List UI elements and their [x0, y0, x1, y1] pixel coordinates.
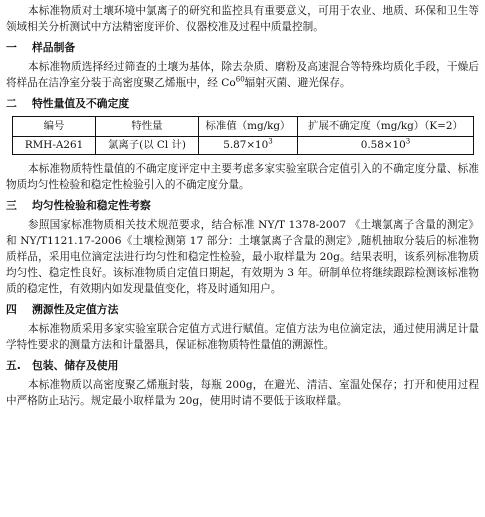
section-title: 均匀性检验和稳定性考察: [32, 199, 151, 212]
column-header-value: 标准值（mg/kg）: [199, 117, 298, 137]
value-mantissa: 5.87×10: [223, 139, 269, 151]
property-value-table: [12, 116, 474, 155]
uncertainty-paragraph: 本标准物质特性量值的不确定度评定中主要考虑多家实验室联合定值引入的不确定度分量、标准物质均匀性检验和稳定性检验引入的不确定度分量。: [6, 163, 479, 191]
section-heading-preparation: [6, 40, 479, 56]
section-number: 二: [6, 97, 17, 110]
cell-uncertainty: [298, 137, 474, 155]
section-heading-traceability: [6, 302, 479, 318]
traceability-paragraph: 本标准物质采用多家实验室联合定值方式进行赋值。定值方法为电位滴定法，通过使用满足计量学特性要求的测量方法和计量器具，保证标准物质特性量值的溯源性。: [6, 323, 479, 351]
table-header-row: [13, 117, 474, 137]
homogeneity-paragraph: 参照国家标准物质相关技术规范要求，结合标准 NY/T 1378-2007 《土壤氯离子含量的测定》和 NY/T1121.17-2006《土壤检测第 17 部分：土壤氯离子含量的测定》,随机抽取分装后的标准物质样品，采用电位滴定法进行均匀性和稳定性检验，最小取样量为 20g。结果表明，该系列标准物质均匀性、稳定性良好。该标准物质自定值日期起，有效期为 3 年。研制单位将继续跟踪检测该标准物质的稳定性，有效期内如发现量值变化，将及时通知用户。: [6, 219, 479, 295]
preparation-text-end: 辐射灭菌、避光保存。: [244, 77, 351, 89]
section-number: 五.: [6, 359, 21, 372]
uncertainty-mantissa: 0.58×10: [360, 139, 406, 151]
section-heading-packaging: [6, 358, 479, 374]
section-title: 特性量值及不确定度: [32, 97, 130, 110]
value-exponent: 3: [268, 137, 273, 146]
packaging-paragraph: 本标准物质以高密度聚乙烯瓶封装，每瓶 200g，在避光、清洁、室温处保存；打开和使用过程中严格防止玷污。规定最小取样量为 20g，使用时请不要低于该取样量。: [6, 379, 479, 407]
column-header-code: 编号: [13, 117, 96, 137]
section-heading-homogeneity: [6, 198, 479, 214]
cell-value: [199, 137, 298, 155]
column-header-uncertainty: 扩展不确定度（mg/kg）（K=2）: [298, 117, 474, 137]
section-title: 样品制备: [32, 41, 76, 54]
section-heading-values: [6, 96, 479, 112]
section-title: 包装、储存及使用: [32, 359, 119, 372]
isotope-superscript: 60: [235, 75, 245, 84]
section-number: 一: [6, 41, 17, 54]
section-title: 溯源性及定值方法: [32, 303, 119, 316]
preparation-paragraph: [6, 59, 479, 91]
cell-property: 氯离子(以 Cl 计): [96, 137, 199, 155]
column-header-property: 特性量: [96, 117, 199, 137]
table-row: [13, 137, 474, 155]
intro-paragraph: 本标准物质对土壤环境中氯离子的研究和监控具有重要意义，可用于农业、地质、环保和卫生等领域相关分析测试中方法精密度评价、仪器校准及过程中质量控制。: [6, 5, 479, 33]
section-number: 三: [6, 199, 17, 212]
section-number: 四: [6, 303, 17, 316]
uncertainty-exponent: 3: [405, 137, 411, 146]
cell-code: RMH-A261: [13, 137, 96, 155]
preparation-text: 本标准物质选择经过筛查的土壤为基体，除去杂质、磨粉及高速混合等特殊均质化手段，干燥后将样品在洁净室分装于高密度聚乙烯瓶中，经 Co: [6, 61, 479, 89]
